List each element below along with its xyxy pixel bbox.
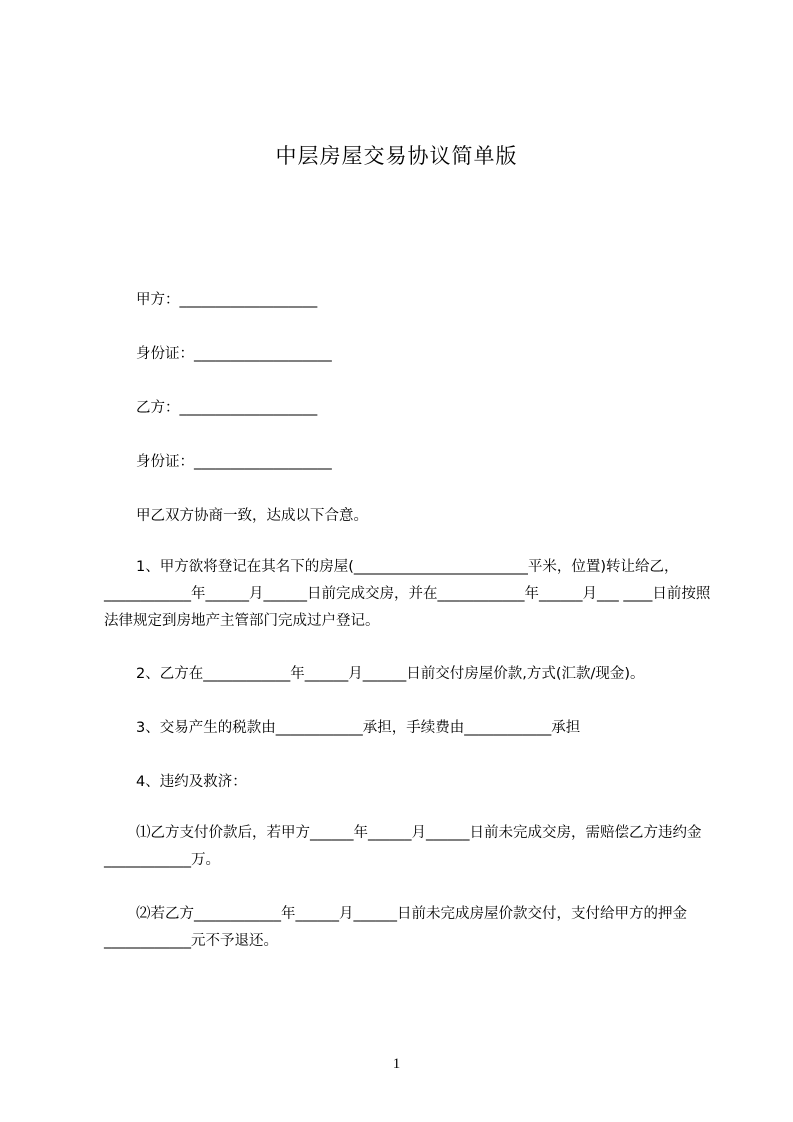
agreement-statement: 甲乙双方协商一致，达成以下合意。	[136, 508, 368, 524]
clause-4-heading: 4、违约及救济：	[136, 774, 247, 790]
clause-1: 1、甲方欲将登记在其名下的房屋(________________________平米，位置)转让给乙，____________年______月______日前完成交房，并在____________年______月___ ____日前按照法律规定到房地产主管部门完成过户登记。	[104, 559, 711, 629]
document-title: 中层房屋交易协议简单版	[275, 144, 518, 168]
party-a-id-field: 身份证：___________________	[136, 346, 332, 362]
party-b-field: 乙方：___________________	[136, 400, 318, 416]
party-a-field: 甲方：___________________	[136, 292, 318, 308]
clause-3: 3、交易产生的税款由____________承担，手续费由____________承担	[136, 720, 581, 736]
page-number: 1	[392, 1056, 401, 1072]
clause-4-item-2: ⑵若乙方____________年______月______日前未完成房屋价款交付，支付给甲方的押金____________元不予退还。	[104, 906, 687, 949]
party-b-id-field: 身份证：___________________	[136, 454, 332, 470]
clause-2: 2、乙方在____________年______月______日前交付房屋价款,方式(汇款/现金)。	[136, 666, 645, 682]
clause-4-item-1: ⑴乙方支付价款后，若甲方______年______月______日前未完成交房，需赔偿乙方违约金____________万。	[104, 825, 702, 868]
